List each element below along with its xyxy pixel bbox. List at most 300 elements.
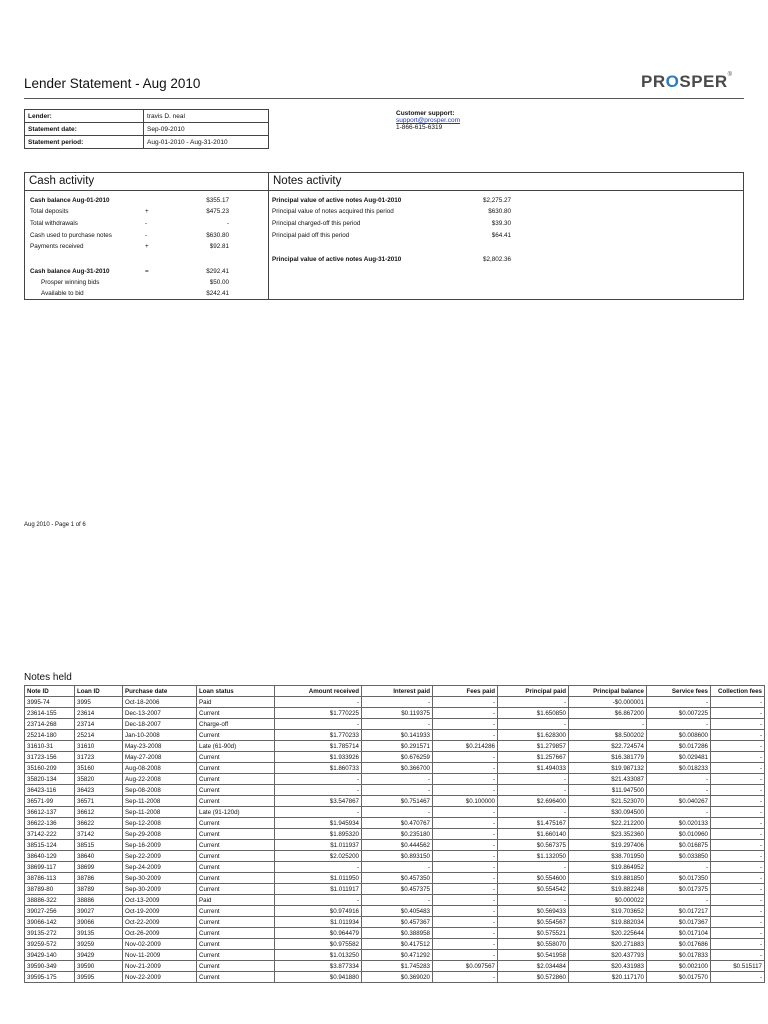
table-cell: Sep-29-2008 (123, 829, 197, 840)
table-cell: $0.470767 (362, 818, 433, 829)
table-cell: Current (197, 785, 275, 796)
table-cell: 3995-74 (25, 697, 75, 708)
table-cell: $1.011937 (275, 840, 362, 851)
table-cell: 35820-134 (25, 774, 75, 785)
table-cell: $0.214286 (433, 741, 498, 752)
table-cell: $21.523070 (569, 796, 647, 807)
table-cell: Late (91-120d) (197, 807, 275, 818)
table-cell: $19.703652 (569, 906, 647, 917)
table-cell: $0.007225 (647, 708, 711, 719)
table-cell: Current (197, 708, 275, 719)
table-cell: Sep-12-2008 (123, 818, 197, 829)
statement-date-label: Statement date: (25, 123, 144, 136)
table-cell: $23.352360 (569, 829, 647, 840)
table-cell: $20.431983 (569, 961, 647, 972)
table-cell: 31723 (75, 752, 123, 763)
table-cell: - (711, 939, 765, 950)
notes-held-table (24, 685, 765, 983)
table-cell: $0.235180 (362, 829, 433, 840)
table-cell: 39135-272 (25, 928, 75, 939)
table-cell: - (498, 895, 569, 906)
table-cell: Paid (197, 895, 275, 906)
table-cell: $20.437793 (569, 950, 647, 961)
table-cell: Current (197, 730, 275, 741)
table-cell: $0.017570 (647, 972, 711, 983)
cash-row-label: Available to bid (41, 290, 84, 297)
table-cell: - (433, 862, 498, 873)
table-cell: $22.212200 (569, 818, 647, 829)
table-cell: May-27-2008 (123, 752, 197, 763)
column-header: Note ID (25, 686, 75, 697)
table-cell: Current (197, 873, 275, 884)
table-cell: 39027 (75, 906, 123, 917)
table-cell: - (433, 829, 498, 840)
table-cell: - (275, 697, 362, 708)
table-cell: 25214-180 (25, 730, 75, 741)
table-cell: $1.933926 (275, 752, 362, 763)
table-cell: - (275, 862, 362, 873)
table-cell: - (711, 785, 765, 796)
table-cell: $1.494033 (498, 763, 569, 774)
table-cell: 38789-80 (25, 884, 75, 895)
table-cell: 37142-222 (25, 829, 75, 840)
table-cell: $0.567375 (498, 840, 569, 851)
table-cell: 38515 (75, 840, 123, 851)
table-cell: $19.864952 (569, 862, 647, 873)
table-cell: $1.013250 (275, 950, 362, 961)
table-cell: Current (197, 972, 275, 983)
table-cell: $1.770233 (275, 730, 362, 741)
lender-label: Lender: (25, 110, 144, 123)
table-cell: - (362, 697, 433, 708)
table-row (25, 730, 765, 741)
table-cell: Oct-26-2009 (123, 928, 197, 939)
table-cell: $20.117170 (569, 972, 647, 983)
customer-support (396, 110, 460, 131)
column-header: Principal paid (498, 686, 569, 697)
table-row (25, 917, 765, 928)
table-cell: $0.388958 (362, 928, 433, 939)
table-cell: 38699 (75, 862, 123, 873)
table-cell: $0.417512 (362, 939, 433, 950)
table-cell: -$0.000001 (569, 697, 647, 708)
table-cell: 36612 (75, 807, 123, 818)
header-rule (24, 98, 744, 99)
cash-row-sign: - (145, 220, 148, 227)
table-cell: - (433, 730, 498, 741)
cash-row-sign: - (145, 232, 148, 239)
table-cell: 25214 (75, 730, 123, 741)
table-cell: $6.867200 (569, 708, 647, 719)
cash-row-label: Total withdrawals (30, 220, 78, 227)
table-cell: - (498, 774, 569, 785)
statement-title: Lender Statement - Aug 2010 (24, 76, 201, 91)
table-cell: $1.279857 (498, 741, 569, 752)
table-cell: Dec-18-2007 (123, 719, 197, 730)
table-row (25, 697, 765, 708)
table-header-row (25, 686, 765, 697)
table-cell: 36612-137 (25, 807, 75, 818)
table-cell: $1.895320 (275, 829, 362, 840)
activity-heading-rule (25, 190, 743, 191)
table-cell: $0.941880 (275, 972, 362, 983)
table-cell: $20.225644 (569, 928, 647, 939)
table-cell: $0.471292 (362, 950, 433, 961)
cash-row-label: Cash balance Aug-31-2010 (30, 268, 110, 275)
table-cell: 39590 (75, 961, 123, 972)
table-cell: $0.097567 (433, 961, 498, 972)
table-cell: $0.457375 (362, 884, 433, 895)
table-row (25, 708, 765, 719)
table-cell: - (362, 895, 433, 906)
table-cell: 39595 (75, 972, 123, 983)
column-header: Service fees (647, 686, 711, 697)
table-cell: $8.500202 (569, 730, 647, 741)
table-cell: - (433, 763, 498, 774)
table-cell: 39135 (75, 928, 123, 939)
table-cell: 31610-31 (25, 741, 75, 752)
table-cell: $2.025200 (275, 851, 362, 862)
statement-period-value: Aug-01-2010 - Aug-31-2010 (144, 136, 269, 149)
table-cell: 38786 (75, 873, 123, 884)
table-cell: - (498, 862, 569, 873)
table-cell: 38786-113 (25, 873, 75, 884)
table-row (25, 741, 765, 752)
table-cell: - (711, 851, 765, 862)
table-cell: 38515-124 (25, 840, 75, 851)
table-cell: 38699-117 (25, 862, 75, 873)
table-cell: - (711, 752, 765, 763)
table-cell: Current (197, 906, 275, 917)
table-cell: - (711, 884, 765, 895)
prosper-logo: PROSPER® (641, 72, 733, 91)
table-cell: - (711, 917, 765, 928)
table-cell: $0.569433 (498, 906, 569, 917)
table-cell: - (711, 840, 765, 851)
table-cell: - (711, 741, 765, 752)
table-cell: 38640 (75, 851, 123, 862)
cash-row-value: $50.00 (209, 279, 229, 286)
notes-row-value: $39.30 (491, 220, 511, 227)
table-cell: $0.040267 (647, 796, 711, 807)
table-cell: Nov-21-2009 (123, 961, 197, 972)
table-cell: $0.000022 (569, 895, 647, 906)
table-cell: $0.405483 (362, 906, 433, 917)
table-cell: Current (197, 851, 275, 862)
activity-divider (268, 173, 269, 299)
column-header: Amount received (275, 686, 362, 697)
table-cell: - (711, 807, 765, 818)
statement-date-value: Sep-09-2010 (144, 123, 269, 136)
table-cell: $0.554542 (498, 884, 569, 895)
table-cell: $3.547867 (275, 796, 362, 807)
table-cell: 39027-256 (25, 906, 75, 917)
table-cell: $0.893150 (362, 851, 433, 862)
column-header: Loan status (197, 686, 275, 697)
table-cell: - (711, 862, 765, 873)
notes-row-label: Principal value of active notes Aug-01-2010 (272, 197, 402, 204)
table-cell: 39066 (75, 917, 123, 928)
table-cell: $1.011917 (275, 884, 362, 895)
table-cell: $19.882248 (569, 884, 647, 895)
table-cell: Sep-11-2008 (123, 807, 197, 818)
table-cell: 39429 (75, 950, 123, 961)
table-cell: Late (61-90d) (197, 741, 275, 752)
table-cell: $0.017686 (647, 939, 711, 950)
table-cell: $16.381779 (569, 752, 647, 763)
table-cell: - (433, 939, 498, 950)
table-cell: 3995 (75, 697, 123, 708)
table-cell: 39066-142 (25, 917, 75, 928)
table-cell: 38640-129 (25, 851, 75, 862)
table-cell: - (711, 763, 765, 774)
table-cell: $0.558070 (498, 939, 569, 950)
cash-row-value: $630.80 (206, 232, 229, 239)
notes-row-label: Principal value of notes acquired this period (272, 208, 394, 215)
table-cell: - (433, 818, 498, 829)
column-header: Collection fees (711, 686, 765, 697)
support-email-link[interactable]: support@prosper.com (396, 117, 461, 124)
table-cell: $0.974916 (275, 906, 362, 917)
table-cell: - (647, 895, 711, 906)
notes-row-value: $2,802.36 (482, 256, 511, 263)
table-cell: - (433, 972, 498, 983)
table-cell: $0.017104 (647, 928, 711, 939)
table-row (25, 862, 765, 873)
cash-row-value: $475.23 (206, 208, 229, 215)
notes-row-label: Principal value of active notes Aug-31-2010 (272, 256, 402, 263)
cash-row-value: $92.81 (209, 243, 229, 250)
column-header: Purchase date (123, 686, 197, 697)
table-cell: $1.475167 (498, 818, 569, 829)
lender-value: travis D. neal (144, 110, 269, 123)
cash-row-value: $355.17 (206, 197, 229, 204)
table-cell: $0.572860 (498, 972, 569, 983)
table-cell: Sep-22-2009 (123, 851, 197, 862)
support-label: Customer support: (396, 110, 455, 117)
table-row (25, 928, 765, 939)
table-cell: $0.017217 (647, 906, 711, 917)
table-cell: - (498, 697, 569, 708)
cash-row-value: $242.41 (206, 290, 229, 297)
table-cell: - (711, 950, 765, 961)
cash-row-label: Prosper winning bids (41, 279, 100, 286)
table-cell: - (433, 851, 498, 862)
table-cell: $19.987132 (569, 763, 647, 774)
notes-row-label: Principal charged-off this period (272, 220, 361, 227)
table-row (25, 763, 765, 774)
table-cell: $0.369020 (362, 972, 433, 983)
table-cell: Current (197, 818, 275, 829)
table-cell: $19.881850 (569, 873, 647, 884)
table-cell: 35160-209 (25, 763, 75, 774)
table-cell: Current (197, 917, 275, 928)
table-cell: 36571-99 (25, 796, 75, 807)
table-cell: $1.132050 (498, 851, 569, 862)
table-cell: Paid (197, 697, 275, 708)
table-cell: Charge-off (197, 719, 275, 730)
table-cell: $0.575521 (498, 928, 569, 939)
table-row (25, 873, 765, 884)
table-cell: 39259 (75, 939, 123, 950)
table-cell: 36622-136 (25, 818, 75, 829)
cash-row-label: Cash used to purchase notes (30, 232, 112, 239)
table-cell: 38886 (75, 895, 123, 906)
table-cell: - (711, 708, 765, 719)
table-row (25, 972, 765, 983)
table-cell: - (569, 719, 647, 730)
table-cell: - (647, 774, 711, 785)
column-header: Fees paid (433, 686, 498, 697)
table-cell: - (711, 873, 765, 884)
table-cell: - (711, 906, 765, 917)
table-cell: - (362, 785, 433, 796)
table-cell: - (362, 807, 433, 818)
table-cell: 39429-140 (25, 950, 75, 961)
table-cell: - (647, 785, 711, 796)
cash-row-sign: + (145, 208, 149, 215)
table-cell: 35160 (75, 763, 123, 774)
table-cell: - (275, 774, 362, 785)
table-cell: Sep-30-2009 (123, 873, 197, 884)
table-cell: 39595-175 (25, 972, 75, 983)
table-row (25, 851, 765, 862)
table-cell: $0.554567 (498, 917, 569, 928)
table-cell: Nov-11-2009 (123, 950, 197, 961)
table-cell: 35820 (75, 774, 123, 785)
table-cell: May-23-2008 (123, 741, 197, 752)
table-cell: - (433, 719, 498, 730)
table-cell: $1.628300 (498, 730, 569, 741)
table-cell: 38789 (75, 884, 123, 895)
table-row (25, 785, 765, 796)
table-cell: 23614 (75, 708, 123, 719)
table-row (25, 818, 765, 829)
cash-row-value: $292.41 (206, 268, 229, 275)
table-cell: $0.020133 (647, 818, 711, 829)
table-cell: - (711, 796, 765, 807)
table-cell: - (275, 719, 362, 730)
table-cell: $30.094500 (569, 807, 647, 818)
table-cell: $0.100000 (433, 796, 498, 807)
notes-row-label: Principal paid off this period (272, 232, 350, 239)
cash-row-sign: = (145, 268, 149, 275)
table-cell: $0.017833 (647, 950, 711, 961)
table-cell: $0.751467 (362, 796, 433, 807)
table-cell: $38.701950 (569, 851, 647, 862)
table-cell: $0.457367 (362, 917, 433, 928)
table-cell: - (711, 972, 765, 983)
table-row (25, 719, 765, 730)
table-cell: Oct-22-2009 (123, 917, 197, 928)
table-cell: 39259-572 (25, 939, 75, 950)
table-cell: - (711, 829, 765, 840)
table-cell: Current (197, 939, 275, 950)
table-cell: - (275, 807, 362, 818)
table-cell: 23614-155 (25, 708, 75, 719)
table-cell: $0.444562 (362, 840, 433, 851)
table-cell: Oct-13-2009 (123, 895, 197, 906)
table-cell: $1.650850 (498, 708, 569, 719)
cash-row-label: Cash balance Aug-01-2010 (30, 197, 110, 204)
table-row (25, 796, 765, 807)
table-cell: $0.141933 (362, 730, 433, 741)
table-cell: Current (197, 774, 275, 785)
table-cell: - (711, 730, 765, 741)
table-cell: $21.433087 (569, 774, 647, 785)
table-row (25, 895, 765, 906)
column-header: Interest paid (362, 686, 433, 697)
table-cell: $0.010960 (647, 829, 711, 840)
table-cell: 31723-156 (25, 752, 75, 763)
table-cell: 39590-349 (25, 961, 75, 972)
table-cell: $0.033850 (647, 851, 711, 862)
table-row (25, 961, 765, 972)
table-cell: Current (197, 862, 275, 873)
table-cell: $1.257667 (498, 752, 569, 763)
table-cell: - (362, 862, 433, 873)
table-cell: Sep-24-2009 (123, 862, 197, 873)
table-cell: 36423-116 (25, 785, 75, 796)
support-phone: 1-866-615-6319 (396, 124, 443, 131)
cash-row-sign: + (145, 243, 149, 250)
table-cell: - (711, 818, 765, 829)
notes-row-value: $2,275.27 (482, 197, 511, 204)
table-cell: Aug-22-2008 (123, 774, 197, 785)
table-cell: $0.002100 (647, 961, 711, 972)
table-cell: $0.676259 (362, 752, 433, 763)
column-header: Loan ID (75, 686, 123, 697)
table-cell: $1.745283 (362, 961, 433, 972)
notes-row-value: $630.80 (488, 208, 511, 215)
table-cell: $2.696400 (498, 796, 569, 807)
table-row (25, 774, 765, 785)
table-cell: $1.770225 (275, 708, 362, 719)
table-cell: Current (197, 763, 275, 774)
page-footer: Aug 2010 - Page 1 of 6 (24, 522, 86, 528)
table-cell: $11.947500 (569, 785, 647, 796)
table-cell: $0.515117 (711, 961, 765, 972)
table-cell: Current (197, 961, 275, 972)
statement-period-label: Statement period: (25, 136, 144, 149)
table-cell: Sep-08-2008 (123, 785, 197, 796)
table-cell: Sep-30-2009 (123, 884, 197, 895)
table-cell: Oct-19-2009 (123, 906, 197, 917)
table-cell: Current (197, 928, 275, 939)
table-cell: - (647, 862, 711, 873)
table-cell: $1.011934 (275, 917, 362, 928)
table-row (25, 939, 765, 950)
column-header: Principal balance (569, 686, 647, 697)
table-cell: - (433, 708, 498, 719)
table-cell: - (433, 917, 498, 928)
cash-activity-heading: Cash activity (29, 175, 95, 187)
table-cell: - (647, 697, 711, 708)
table-cell: $0.457350 (362, 873, 433, 884)
table-cell: $19.882034 (569, 917, 647, 928)
table-cell: 23714 (75, 719, 123, 730)
table-cell: - (362, 719, 433, 730)
logo-o-icon: O (665, 72, 680, 91)
table-cell: $0.366700 (362, 763, 433, 774)
table-cell: 36423 (75, 785, 123, 796)
table-cell: - (711, 774, 765, 785)
table-cell: - (498, 719, 569, 730)
table-cell: $0.554600 (498, 873, 569, 884)
table-cell: - (275, 785, 362, 796)
table-cell: Dec-13-2007 (123, 708, 197, 719)
cash-row-value: - (226, 220, 229, 227)
